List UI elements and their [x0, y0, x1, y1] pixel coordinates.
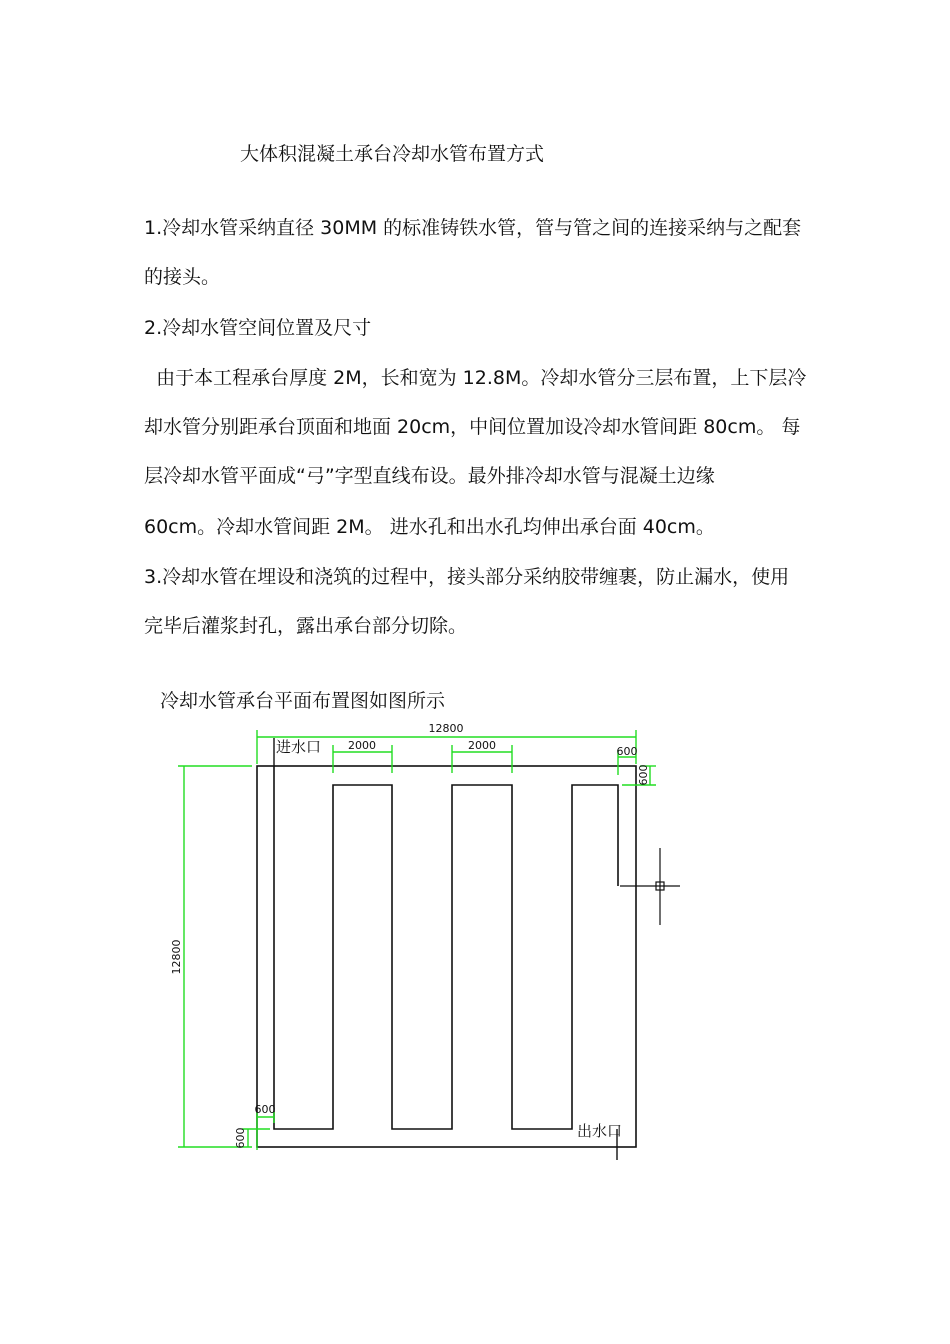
dim-edge-bottom-left-v: 600 [234, 1127, 247, 1149]
paragraph-line: 由于本工程承台厚度 2M，长和宽为 12.8M。冷却水管分三层布置，上下层冷 [144, 367, 807, 389]
dim-edge-top-right-v: 600 [637, 764, 650, 786]
paragraph-line: 却水管分别距承台顶面和地面 20cm，中间位置加设冷却水管间距 80cm。 每 [144, 416, 801, 438]
paragraph-line: 3.冷却水管在埋设和浇筑的过程中，接头部分采纳胶带缠裹，防止漏水，使用 [144, 566, 790, 588]
dim-edge-top-right-h: 600 [616, 745, 638, 758]
slab-boundary [254, 766, 636, 1147]
dimension-lines [178, 730, 656, 1150]
crosshair-icon [620, 848, 680, 925]
paragraph-line: 2.冷却水管空间位置及尺寸 [144, 317, 372, 339]
dim-edge-bottom-left-h: 600 [254, 1103, 276, 1116]
slab-outline [254, 766, 636, 1147]
document-title: 大体积混凝土承台冷却水管布置方式 [240, 143, 545, 165]
dim-spacing-2: 2000 [468, 739, 496, 752]
cooling-pipe-path [274, 766, 618, 1129]
inlet-label: 进水口 [276, 738, 322, 756]
paragraph-line: 的接头。 [144, 266, 221, 288]
paragraph-line: 完毕后灌浆封孔，露出承台部分切除。 [144, 615, 468, 637]
paragraph-line: 60cm。冷却水管间距 2M。 进水孔和出水孔均伸出承台面 40cm。 [144, 516, 715, 538]
dim-overall-width: 12800 [428, 722, 464, 735]
figure-caption: 冷却水管承台平面布置图如图所示 [160, 690, 446, 712]
dim-spacing-1: 2000 [348, 739, 376, 752]
paragraph-line: 1.冷却水管采纳直径 30MM 的标准铸铁水管，管与管之间的连接采纳与之配套 [144, 217, 802, 239]
dim-overall-height: 12800 [170, 939, 183, 975]
paragraph-line: 层冷却水管平面成“弓”字型直线布设。最外排冷却水管与混凝土边缘 [144, 465, 715, 487]
outlet-label: 出水口 [577, 1122, 623, 1140]
